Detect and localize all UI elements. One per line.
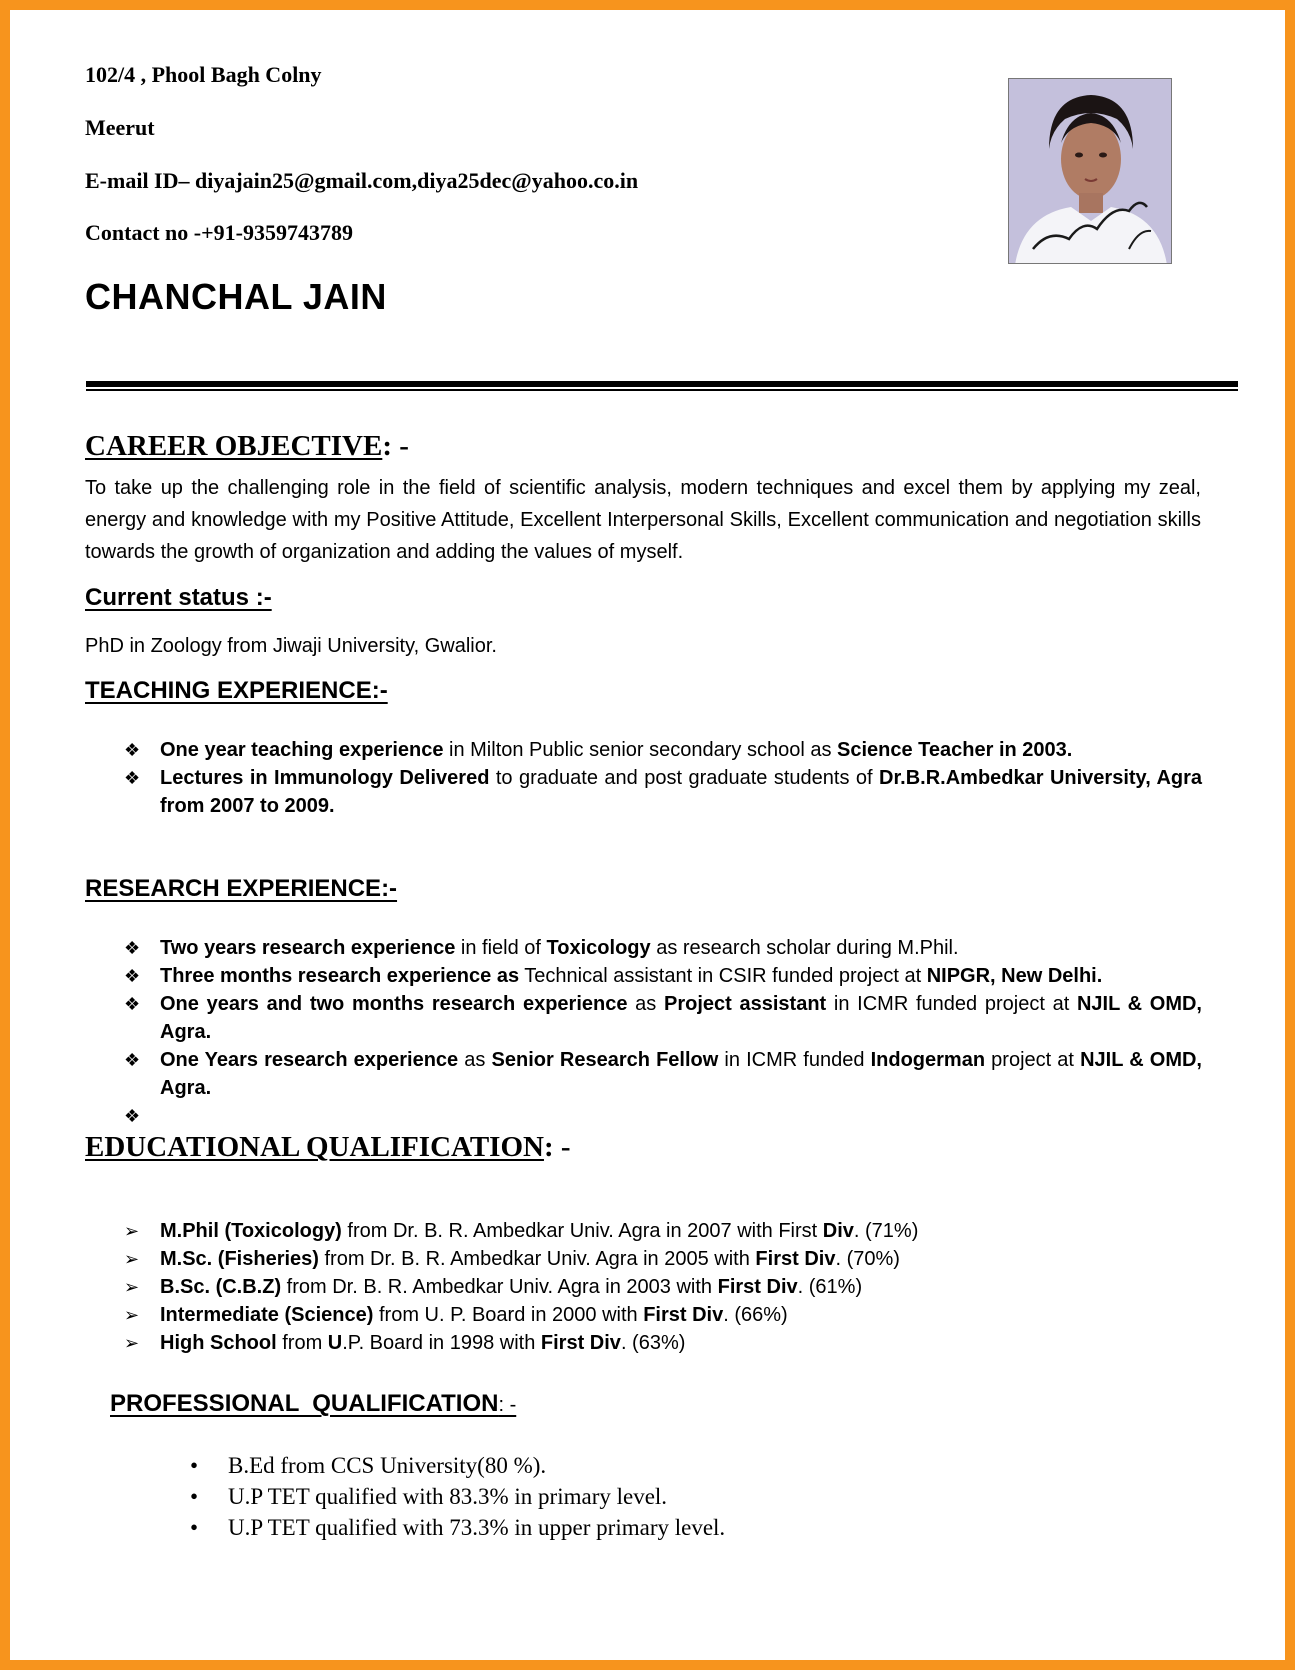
education-item [124, 1301, 1202, 1329]
professional-heading [110, 1390, 516, 1418]
teaching-heading: TEACHING EXPERIENCE:- [85, 677, 388, 704]
teaching-item [124, 736, 1202, 764]
education-item [124, 1217, 1202, 1245]
education-item-text: Intermediate (Science) from U. P. Board in 2000 with First Div. (66%) [160, 1304, 788, 1326]
research-item-text: One years and two months research experience as Project assistant in ICMR funded project at NJIL & OMD, Agra. [160, 993, 1202, 1043]
portrait-illustration [1009, 79, 1172, 264]
bullet-diamond-icon: ❖ [124, 966, 141, 986]
address-line-1: 102/4 , Phool Bagh Colny [85, 62, 322, 87]
divider-thin [86, 389, 1238, 391]
education-item-text: B.Sc. (C.B.Z) from Dr. B. R. Ambedkar Univ. Agra in 2003 with First Div. (61%) [160, 1276, 863, 1298]
candidate-name: CHANCHAL JAIN [85, 276, 387, 317]
current-status-heading: Current status :- [85, 584, 272, 611]
divider-thick [86, 381, 1238, 387]
teaching-item-text: One year teaching experience in Milton Public senior secondary school as Science Teacher in 2003. [160, 739, 1073, 761]
career-objective-suffix: : - [382, 430, 409, 462]
professional-item [190, 1481, 667, 1512]
address-line-2: Meerut [85, 115, 155, 140]
research-heading: RESEARCH EXPERIENCE:- [85, 875, 398, 902]
research-item-text: One Years research experience as Senior Research Fellow in ICMR funded Indogerman project at NJIL & OMD, Agra. [160, 1049, 1202, 1099]
arrow-bullet-icon: ➢ [124, 1221, 140, 1241]
research-item [124, 962, 1202, 990]
education-item [124, 1329, 1202, 1357]
education-item-text: High School from U.P. Board in 1998 with First Div. (63%) [160, 1332, 686, 1354]
education-suffix: : - [543, 1131, 571, 1163]
bullet-diamond-icon: ❖ [124, 1050, 141, 1070]
dot-bullet-icon: • [190, 1453, 199, 1478]
education-item [124, 1273, 1202, 1301]
profile-photo [1008, 78, 1172, 264]
education-item-text: M.Sc. (Fisheries) from Dr. B. R. Ambedkar Univ. Agra in 2005 with First Div. (70%) [160, 1248, 900, 1270]
career-objective-title: CAREER OBJECTIVE [85, 430, 383, 462]
professional-item [190, 1512, 725, 1543]
professional-item-text: U.P TET qualified with 83.3% in primary level. [228, 1484, 668, 1509]
arrow-bullet-icon: ➢ [124, 1333, 140, 1353]
phone-line: Contact no -+91-9359743789 [85, 220, 353, 245]
bullet-diamond-icon: ❖ [124, 938, 141, 958]
research-item-text: Two years research experience in field of Toxicology as research scholar during M.Phil. [160, 937, 959, 959]
research-item [124, 1046, 1202, 1102]
career-objective-heading [85, 430, 409, 463]
education-item-text: M.Phil (Toxicology) from Dr. B. R. Ambedkar Univ. Agra in 2007 with First Div. (71%) [160, 1220, 919, 1242]
arrow-bullet-icon: ➢ [124, 1305, 140, 1325]
education-heading [85, 1131, 571, 1164]
current-status-text: PhD in Zoology from Jiwaji University, Gwalior. [85, 635, 497, 657]
research-item-text: Three months research experience as Technical assistant in CSIR funded project at NIPGR, New Delhi. [160, 965, 1103, 987]
dot-bullet-icon: • [190, 1515, 199, 1540]
teaching-item [124, 764, 1202, 820]
bullet-diamond-icon: ❖ [124, 740, 141, 760]
professional-suffix: : - [498, 1394, 517, 1416]
arrow-bullet-icon: ➢ [124, 1277, 140, 1297]
research-item [124, 990, 1202, 1046]
professional-item-text: B.Ed from CCS University(80 %). [228, 1453, 547, 1478]
education-title: EDUCATIONAL QUALIFICATION [85, 1131, 544, 1163]
bullet-diamond-icon: ❖ [124, 768, 141, 788]
research-item [124, 934, 1202, 962]
bullet-diamond-icon: ❖ [124, 1106, 141, 1126]
professional-item-text: U.P TET qualified with 73.3% in upper primary level. [228, 1515, 726, 1540]
dot-bullet-icon: • [190, 1484, 199, 1509]
professional-item [190, 1450, 546, 1481]
research-item-empty [124, 1102, 1202, 1130]
teaching-item-text: Lectures in Immunology Delivered to graduate and post graduate students of Dr.B.R.Ambedkar University, Agra from 2007 to 2009. [160, 767, 1203, 817]
email-line: E-mail ID– diyajain25@gmail.com,diya25dec@yahoo.co.in [85, 168, 639, 193]
arrow-bullet-icon: ➢ [124, 1249, 140, 1269]
bullet-diamond-icon: ❖ [124, 994, 141, 1014]
professional-title: PROFESSIONAL QUALIFICATION [110, 1390, 499, 1417]
career-objective-text: To take up the challenging role in the field of scientific analysis, modern techniques and excel them by applying my zeal, energy and knowledge with my Positive Attitude, Excellent Interpersonal Skills, Excellent communication and negotiation skills towards the growth of organization and adding the values of myself. [85, 477, 1201, 563]
education-item [124, 1245, 1202, 1273]
